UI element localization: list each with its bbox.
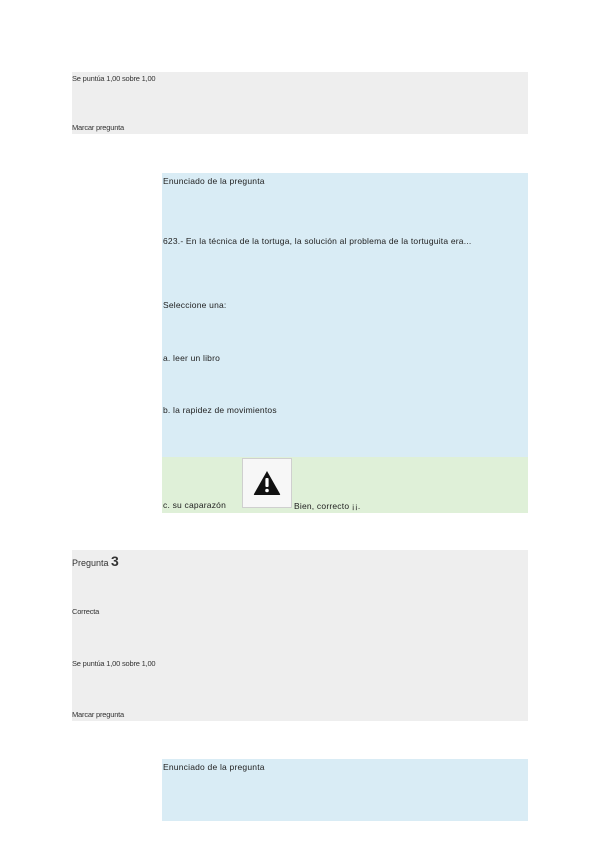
question-2-content <box>162 173 528 457</box>
question-number: 3 <box>111 553 119 569</box>
score-text: Se puntúa 1,00 sobre 1,00 <box>72 659 156 668</box>
question-2-info-panel <box>72 72 528 134</box>
option-b[interactable]: b. la rapidez de movimientos <box>163 405 277 415</box>
flag-question-link[interactable]: Marcar pregunta <box>72 123 125 132</box>
status-text: Correcta <box>72 607 100 616</box>
score-text: Se puntúa 1,00 sobre 1,00 <box>72 74 156 83</box>
select-prompt: Seleccione una: <box>163 300 227 310</box>
correct-answer-row <box>162 457 528 513</box>
question-3-info-panel <box>72 550 528 721</box>
question-text: 623.- En la técnica de la tortuga, la solución al problema de la tortuguita era... <box>163 236 472 246</box>
feedback-text: Bien, correcto ¡¡. <box>294 501 361 511</box>
statement-heading: Enunciado de la pregunta <box>163 762 265 772</box>
question-3-content <box>162 759 528 821</box>
option-a[interactable]: a. leer un libro <box>163 353 221 363</box>
question-title <box>72 553 119 569</box>
option-c[interactable]: c. su caparazón <box>163 500 227 510</box>
statement-heading: Enunciado de la pregunta <box>163 176 265 186</box>
question-title-prefix: Pregunta <box>72 558 109 568</box>
warning-icon-box <box>242 458 292 508</box>
warning-icon <box>253 470 281 496</box>
flag-question-link[interactable]: Marcar pregunta <box>72 710 125 719</box>
